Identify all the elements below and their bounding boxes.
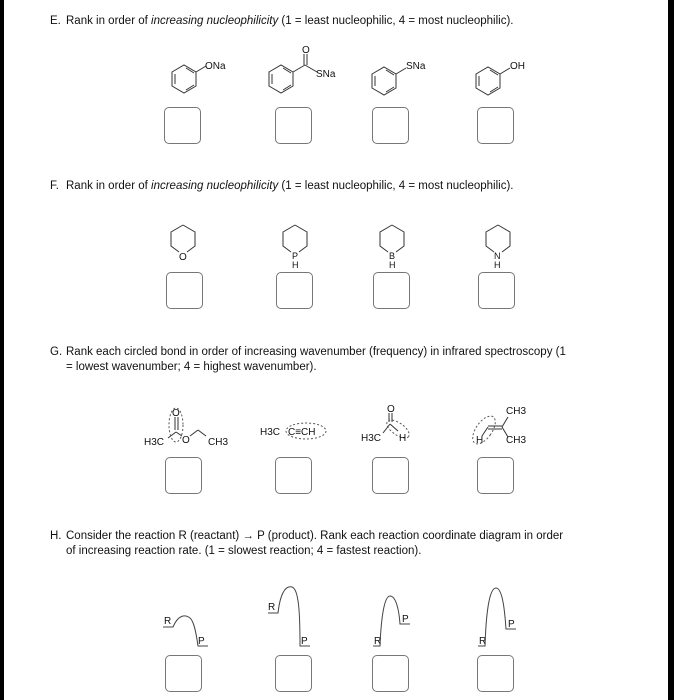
- question-f-prompt: F. Rank in order of increasing nucleophilicity (1 = least nucleophilic, 4 = most nucleophilic).: [50, 180, 514, 192]
- svg-text:P: P: [301, 636, 308, 647]
- structure-acetaldehyde: [360, 400, 430, 450]
- rank-input-g-1[interactable]: [165, 457, 202, 494]
- svg-text:O: O: [182, 435, 190, 446]
- svg-text:OH: OH: [510, 61, 525, 72]
- emphasis: increasing nucleophilicity: [151, 15, 279, 27]
- right-border: [668, 0, 674, 700]
- rank-input-h-4[interactable]: [477, 655, 514, 692]
- svg-text:O: O: [387, 404, 395, 415]
- rank-input-e-4[interactable]: [477, 107, 514, 144]
- rank-input-e-2[interactable]: [275, 107, 312, 144]
- structure-isobutylene: [466, 400, 546, 450]
- svg-text:R: R: [374, 636, 382, 647]
- svg-text:P: P: [402, 614, 409, 625]
- svg-text:O: O: [302, 45, 310, 56]
- rank-input-g-4[interactable]: [477, 457, 514, 494]
- reaction-diagram-2: [265, 585, 325, 655]
- structure-phosphinane: [280, 220, 320, 270]
- svg-text:CH3: CH3: [208, 437, 229, 448]
- reaction-diagram-1: [160, 590, 220, 650]
- svg-text:P: P: [508, 619, 515, 630]
- svg-text:ONa: ONa: [205, 61, 226, 72]
- emphasis: increasing nucleophilicity: [151, 180, 279, 192]
- rank-input-f-2[interactable]: [276, 272, 313, 309]
- svg-text:O: O: [179, 252, 187, 263]
- svg-text:N: N: [494, 251, 501, 261]
- reaction-diagram-3: [370, 590, 430, 655]
- rank-input-g-3[interactable]: [372, 457, 409, 494]
- structure-sodium-thiophenoxide: [364, 55, 444, 105]
- structure-tetrahydropyran: [166, 220, 206, 265]
- svg-text:SNa: SNa: [316, 69, 336, 80]
- svg-text:CH3: CH3: [506, 406, 527, 417]
- left-border: [0, 0, 4, 700]
- structure-borinane: [377, 220, 417, 270]
- question-g-prompt: G. Rank each circled bond in order of increasing wavenumber (frequency) in infrared spectroscopy (1 = lowest wavenumber; 4 = highest wavenumber).: [50, 346, 566, 373]
- svg-text:H: H: [494, 260, 501, 270]
- svg-text:H: H: [399, 433, 407, 444]
- svg-text:O: O: [172, 408, 180, 419]
- svg-text:H3C: H3C: [361, 433, 382, 444]
- svg-text:R: R: [164, 616, 172, 627]
- svg-text:H: H: [389, 260, 396, 270]
- svg-text:H3C: H3C: [144, 437, 165, 448]
- rank-input-h-1[interactable]: [165, 655, 202, 692]
- rank-input-e-1[interactable]: [164, 107, 201, 144]
- svg-text:P: P: [292, 251, 299, 261]
- rank-input-h-2[interactable]: [275, 655, 312, 692]
- question-letter: G.: [50, 346, 63, 358]
- question-letter: H.: [50, 530, 62, 542]
- svg-text:H: H: [476, 435, 484, 446]
- rank-input-g-2[interactable]: [275, 457, 312, 494]
- svg-text:B: B: [389, 251, 396, 261]
- svg-text:SNa: SNa: [406, 61, 426, 72]
- svg-text:H3C: H3C: [260, 427, 281, 438]
- structure-piperidine: [483, 220, 523, 270]
- svg-text:H: H: [292, 260, 299, 270]
- question-letter: E.: [50, 15, 61, 27]
- question-h-prompt: H. Consider the reaction R (reactant) → P (product). Rank each reaction coordinate diagram in order of increasing reaction rate. (1 = slowest reaction; 4 = fastest reaction).: [50, 530, 564, 557]
- structure-propyne: [258, 418, 338, 448]
- svg-text:R: R: [268, 602, 276, 613]
- structure-sodium-phenoxide: [160, 55, 230, 105]
- structure-phenol: [470, 55, 540, 105]
- structure-sodium-thiobenzoate: [265, 45, 355, 105]
- structure-ethyl-acetate: [140, 398, 240, 458]
- rank-input-f-1[interactable]: [166, 272, 203, 309]
- rank-input-f-4[interactable]: [478, 272, 515, 309]
- rank-input-f-3[interactable]: [373, 272, 410, 309]
- question-e-prompt: E. Rank in order of increasing nucleophilicity (1 = least nucleophilic, 4 = most nucleophilic).: [50, 15, 514, 27]
- question-letter: F.: [50, 180, 59, 192]
- reaction-diagram-4: [475, 585, 535, 655]
- svg-text:C≡CH: C≡CH: [288, 427, 316, 438]
- svg-text:P: P: [198, 636, 205, 647]
- rank-input-e-3[interactable]: [372, 107, 409, 144]
- rank-input-h-3[interactable]: [372, 655, 409, 692]
- svg-text:R: R: [479, 636, 487, 647]
- svg-text:CH3: CH3: [506, 435, 527, 446]
